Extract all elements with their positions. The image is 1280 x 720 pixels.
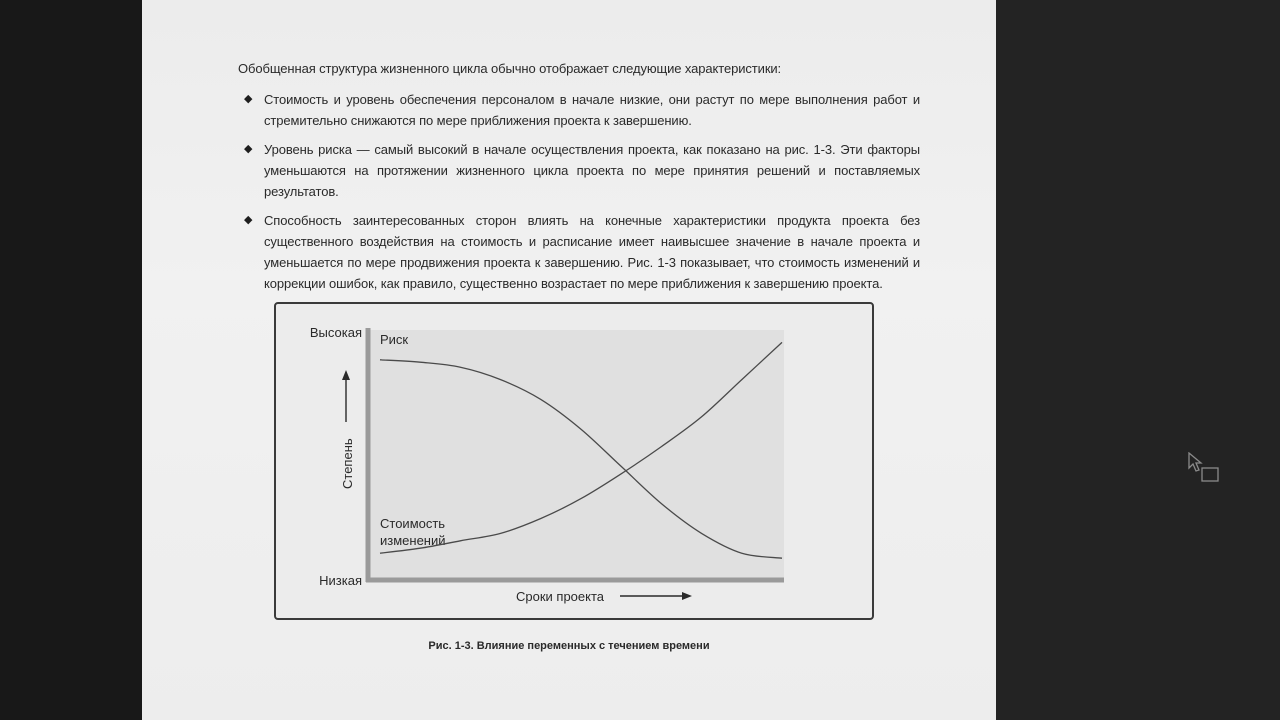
document-page [142,0,996,720]
diamond-bullet-icon: ◆ [244,143,253,155]
y-bottom-label: Низкая [319,573,362,588]
cost-series-label-line2: изменений [380,533,446,548]
diamond-bullet-icon: ◆ [244,214,253,226]
bullet-item [238,210,920,294]
intro-paragraph: Обобщенная структура жизненного цикла обычно отображает следующие характеристики: [238,61,782,76]
cost-series-label-line1: Стоимость [380,516,446,531]
diamond-bullet-icon: ◆ [244,93,253,105]
figure-frame [274,302,874,620]
bullet-text: Способность заинтересованных сторон влиять на конечные характеристики продукта проекта без существенного воздействия на стоимость и расписание имеет наивысшее значение в начале проекта и уменьшается по мере продвижения проекта к завершению. Рис. 1-3 показывает, что стоимость изменений и коррекции ошибок, как правило, существенно возрастает по мере приближения к завершению проекта. [264,213,920,291]
risk-series-label: Риск [380,332,409,347]
y-axis-label: Степень [340,438,355,489]
bullet-item [238,89,920,131]
screen-background-right [996,0,1280,720]
lifecycle-chart [276,304,872,618]
x-axis-label: Сроки проекта [516,589,605,604]
y-top-label: Высокая [309,325,362,340]
bullet-text: Уровень риска — самый высокий в начале осуществления проекта, как показано на рис. 1-3. Эти факторы уменьшаются на протяжении жизненного цикла проекта по мере принятия решений и поставляемых результатов. [264,142,920,199]
x-arrow-icon [620,592,692,600]
bullet-text: Стоимость и уровень обеспечения персоналом в начале низкие, они растут по мере выполнения работ и стремительно снижаются по мере приближения проекта к завершению. [264,92,920,128]
mouse-cursor-icon [1188,452,1224,486]
screen-bezel-left [0,0,142,720]
page-text [238,58,920,302]
y-arrow-icon [342,370,350,422]
bullet-item [238,139,920,202]
bullet-list [238,89,920,294]
figure-caption: Рис. 1-3. Влияние переменных с течением времени [428,640,710,652]
